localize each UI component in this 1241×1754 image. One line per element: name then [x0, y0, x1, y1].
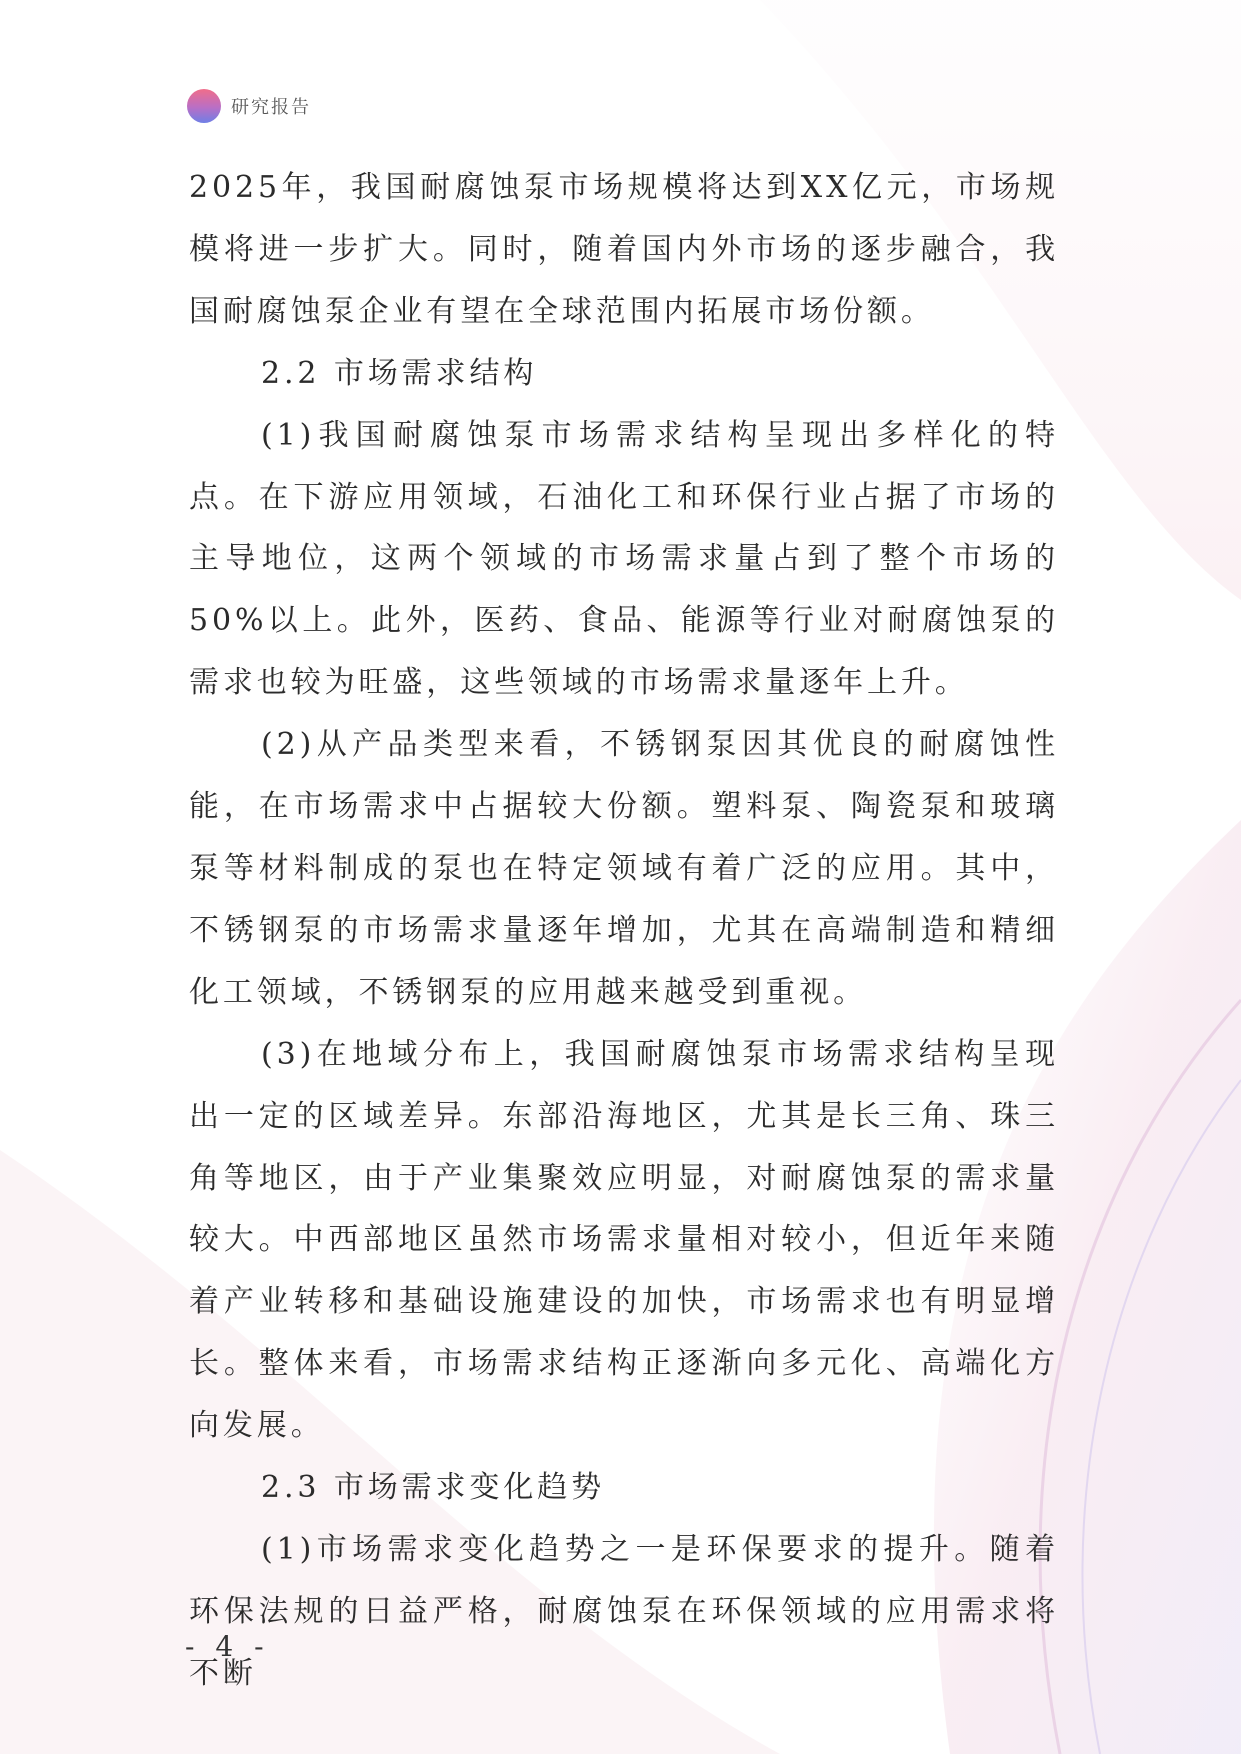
report-header [187, 88, 311, 124]
paragraph: (2)从产品类型来看，不锈钢泵因其优良的耐腐蚀性能，在市场需求中占据较大份额。塑料泵、陶瓷泵和玻璃泵等材料制成的泵也在特定领域有着广泛的应用。其中，不锈钢泵的市场需求量逐年增加，尤其在高端制造和精细化工领域，不锈钢泵的应用越来越受到重视。 [189, 727, 1059, 1010]
section-heading: 2.3 市场需求变化趋势 [261, 1470, 606, 1506]
page-number: - 4 - [185, 1630, 270, 1663]
document-body [189, 157, 1059, 1705]
paragraph: (1)我国耐腐蚀泵市场需求结构呈现出多样化的特点。在下游应用领域，石油化工和环保行业占据了市场的主导地位，这两个领域的市场需求量占到了整个市场的50%以上。此外，医药、食品、能源等行业对耐腐蚀泵的需求也较为旺盛，这些领域的市场需求量逐年上升。 [189, 417, 1059, 701]
paragraph: 2025年，我国耐腐蚀泵市场规模将达到XX亿元，市场规模将进一步扩大。同时，随着国内外市场的逐步融合，我国耐腐蚀泵企业有望在全球范围内拓展市场份额。 [189, 170, 1059, 329]
paragraph: (1)市场需求变化趋势之一是环保要求的提升。随着环保法规的日益严格，耐腐蚀泵在环保领域的应用需求将不断 [189, 1531, 1059, 1691]
logo-icon [187, 89, 221, 123]
section-heading: 2.2 市场需求结构 [261, 355, 538, 391]
paragraph: (3)在地域分布上，我国耐腐蚀泵市场需求结构呈现出一定的区域差异。东部沿海地区，尤其是长三角、珠三角等地区，由于产业集聚效应明显，对耐腐蚀泵的需求量较大。中西部地区虽然市场需求量相对较小，但近年来随着产业转移和基础设施建设的加快，市场需求也有明显增长。整体来看，市场需求结构正逐渐向多元化、高端化方向发展。 [189, 1036, 1059, 1444]
header-title: 研究报告 [231, 97, 311, 118]
